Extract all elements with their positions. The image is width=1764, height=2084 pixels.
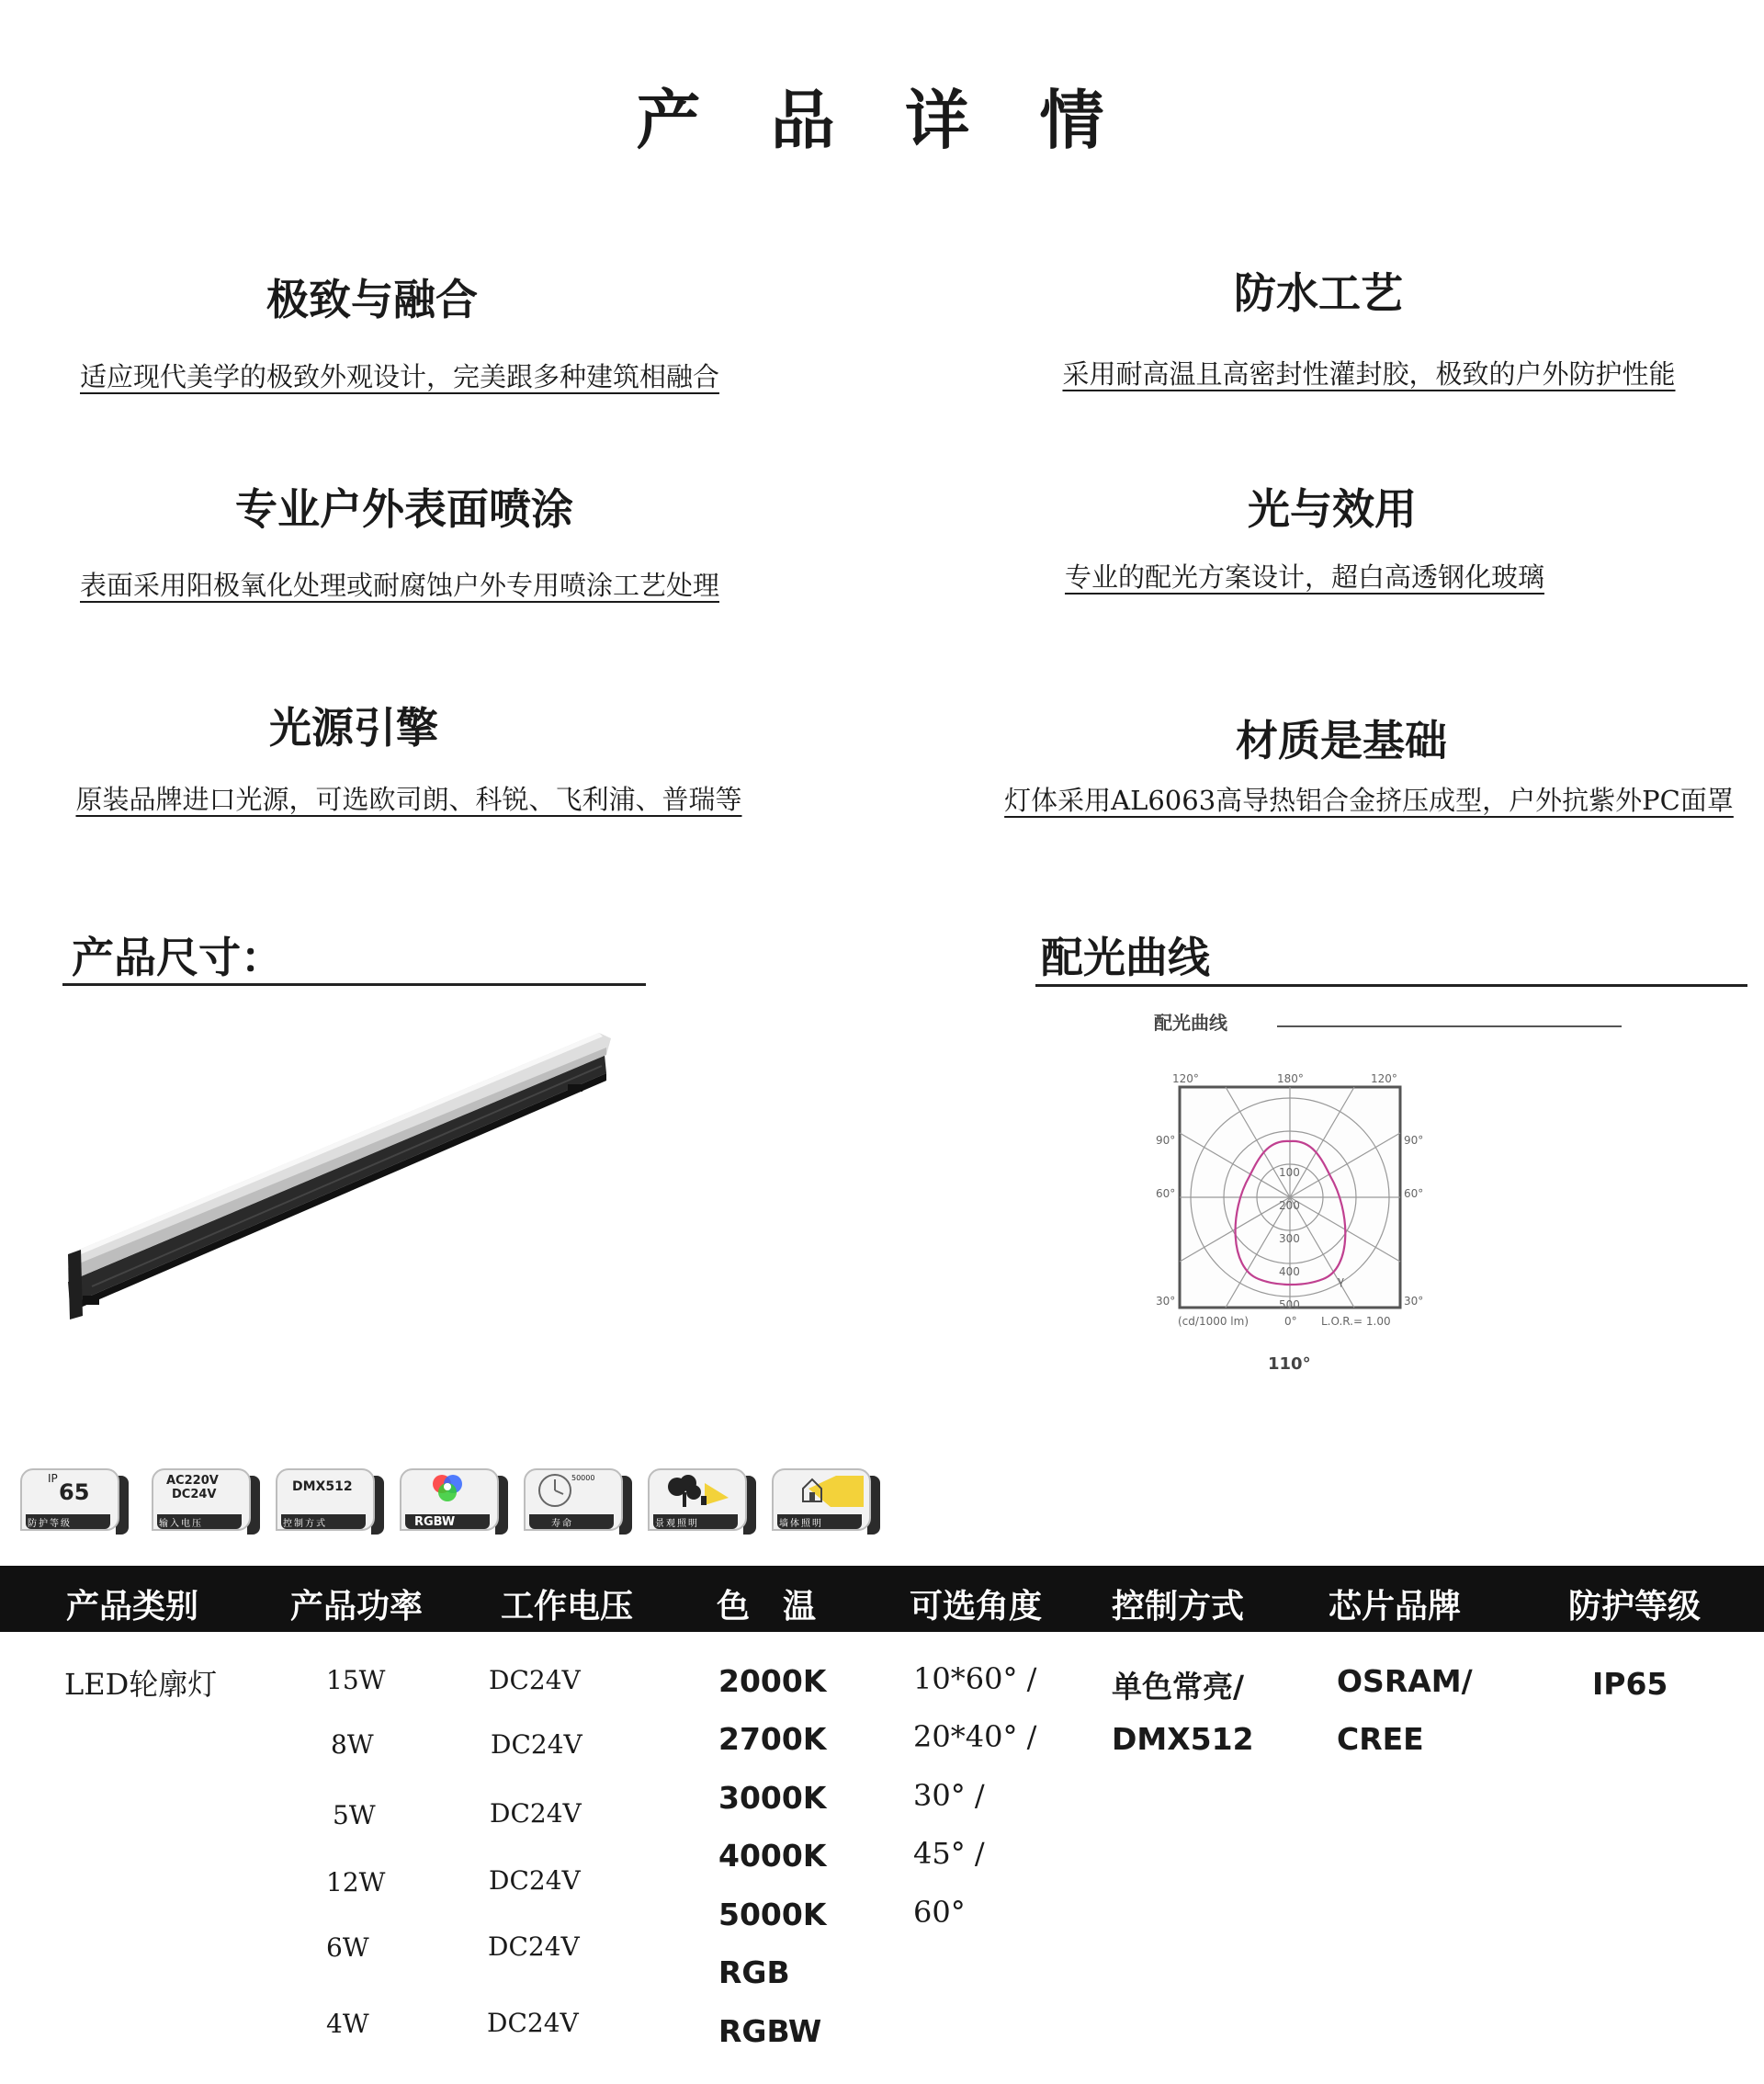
- cell-power: 8W: [331, 1729, 374, 1760]
- cell-voltage: DC24V: [488, 1931, 580, 1962]
- cell-angle: 30° /: [913, 1778, 985, 1813]
- cell-chip: CREE: [1337, 1721, 1424, 1757]
- cell-color-temp: 5000K: [718, 1897, 827, 1932]
- feature-title-coating: 专业户外表面喷涂: [235, 484, 573, 534]
- feature-title-waterproof: 防水工艺: [1234, 268, 1403, 318]
- svg-text:90°: 90°: [1404, 1134, 1424, 1147]
- curve-figure-label: 配光曲线: [1154, 1012, 1227, 1034]
- svg-text:(cd/1000 lm): (cd/1000 lm): [1178, 1315, 1249, 1328]
- cell-color-temp: RGB: [718, 1954, 790, 1990]
- cell-power: 4W: [326, 2009, 369, 2039]
- feature-desc-fusion: 适应现代美学的极致外观设计，完美跟多种建筑相融合: [79, 361, 719, 392]
- svg-text:60°: 60°: [1404, 1187, 1424, 1200]
- wall-lighting-icon: 墙体照明: [772, 1468, 880, 1535]
- curve-section-title: 配光曲线: [1041, 933, 1210, 982]
- feature-desc-coating: 表面采用阳极氧化处理或耐腐蚀户外专用喷涂工艺处理: [79, 570, 719, 601]
- feature-desc-light: 专业的配光方案设计，超白高透钢化玻璃: [1064, 561, 1544, 593]
- svg-text:180°: 180°: [1277, 1072, 1304, 1085]
- cell-color-temp: RGBW: [718, 2013, 822, 2049]
- cell-color-temp: 4000K: [718, 1838, 827, 1874]
- cell-control: 单色常亮/: [1112, 1669, 1245, 1705]
- header-voltage: 工作电压: [501, 1588, 634, 1625]
- header-color-temp: 色 温: [717, 1588, 817, 1625]
- header-category: 产品类别: [66, 1588, 199, 1625]
- landscape-lighting-icon: 景观照明: [648, 1468, 756, 1535]
- svg-text:120°: 120°: [1172, 1072, 1199, 1085]
- cell-power: 5W: [333, 1800, 376, 1830]
- cell-control: DMX512: [1112, 1721, 1254, 1757]
- header-control: 控制方式: [1112, 1588, 1245, 1625]
- cell-voltage: DC24V: [489, 1665, 581, 1695]
- feature-title-material: 材质是基础: [1236, 716, 1447, 765]
- feature-desc-waterproof: 采用耐高温且高密封性灌封胶，极致的户外防护性能: [1062, 358, 1676, 390]
- cell-power: 6W: [326, 1932, 369, 1963]
- svg-text:60°: 60°: [1156, 1187, 1176, 1200]
- cell-color-temp: 2000K: [718, 1663, 827, 1699]
- feature-title-light: 光与效用: [1248, 484, 1417, 534]
- cell-power: 12W: [326, 1867, 386, 1897]
- cell-angle: 20*40° /: [913, 1719, 1037, 1754]
- svg-text:300: 300: [1279, 1232, 1300, 1245]
- cell-voltage: DC24V: [489, 1865, 581, 1896]
- product-image: [55, 1020, 634, 1323]
- cell-protection: IP65: [1592, 1666, 1668, 1702]
- cell-voltage: DC24V: [487, 2008, 579, 2038]
- clock-icon: 50000 寿命: [524, 1468, 632, 1535]
- page-title: 产 品 详 情: [636, 83, 1128, 158]
- curve-section-divider: [1035, 984, 1747, 987]
- feature-title-engine: 光源引擎: [269, 703, 438, 753]
- svg-text:100: 100: [1279, 1166, 1300, 1179]
- ip65-icon: IP 65 防护等级: [20, 1468, 129, 1535]
- cell-color-temp: 2700K: [718, 1721, 827, 1757]
- light-curve-figure: [1121, 1002, 1654, 1443]
- svg-text:L.O.R.= 1.00: L.O.R.= 1.00: [1321, 1315, 1391, 1328]
- spec-table-header: [0, 1566, 1764, 1632]
- svg-text:30°: 30°: [1156, 1295, 1176, 1308]
- cell-voltage: DC24V: [490, 1798, 582, 1829]
- header-protection: 防护等级: [1568, 1588, 1702, 1625]
- cell-angle: 45° /: [913, 1836, 985, 1871]
- cell-chip: OSRAM/: [1337, 1663, 1473, 1699]
- size-section-divider: [62, 983, 646, 986]
- feature-title-fusion: 极致与融合: [266, 275, 478, 324]
- svg-text:0°: 0°: [1284, 1315, 1297, 1328]
- cell-angle: 10*60° /: [913, 1661, 1037, 1696]
- cell-angle: 60°: [913, 1895, 966, 1930]
- svg-text:30°: 30°: [1404, 1295, 1424, 1308]
- cell-voltage: DC24V: [491, 1729, 582, 1760]
- header-angle: 可选角度: [910, 1588, 1043, 1625]
- cell-color-temp: 3000K: [718, 1780, 827, 1816]
- beam-angle-label: 110°: [1268, 1354, 1311, 1374]
- svg-text:400: 400: [1279, 1265, 1300, 1278]
- size-section-title: 产品尺寸：: [72, 933, 283, 982]
- dmx-icon: DMX512 控制方式: [276, 1468, 384, 1535]
- svg-text:500: 500: [1279, 1298, 1300, 1311]
- header-chip: 芯片品牌: [1329, 1588, 1462, 1625]
- cell-category: LED轮廓灯: [64, 1667, 218, 1702]
- svg-text:200: 200: [1279, 1199, 1300, 1212]
- header-power: 产品功率: [290, 1588, 424, 1625]
- feature-desc-material: 灯体采用AL6063高导热铝合金挤压成型，户外抗紫外PC面罩: [1004, 785, 1734, 816]
- rgbw-color-wheel-icon: RGBW: [400, 1468, 508, 1535]
- voltage-icon: AC220V DC24V 输入电压: [152, 1468, 260, 1535]
- svg-text:90°: 90°: [1156, 1134, 1176, 1147]
- svg-text:γ: γ: [1338, 1274, 1345, 1287]
- feature-desc-engine: 原装品牌进口光源，可选欧司朗、科锐、飞利浦、普瑞等: [75, 784, 742, 815]
- cell-power: 15W: [326, 1665, 386, 1695]
- svg-text:120°: 120°: [1371, 1072, 1397, 1085]
